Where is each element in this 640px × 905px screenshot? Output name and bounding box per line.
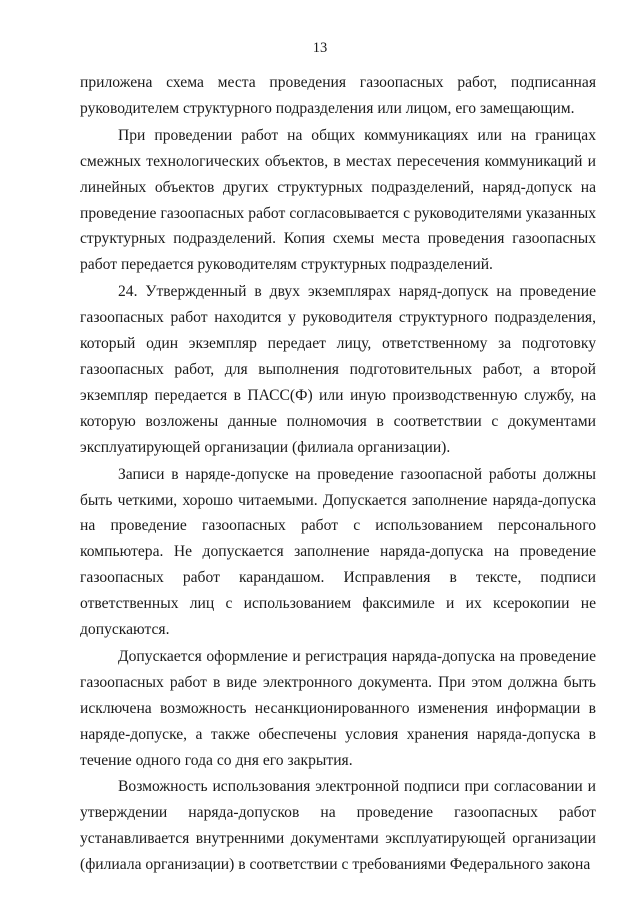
paragraph-item-24: 24. Утвержденный в двух экземплярах наряд-допуск на проведение газоопасных работ находится у руководителя структурного подразделения, который один экземпляр передает лицу, ответственному за подготовку газоопасных работ, для выполнения подготовительных работ, а второй экземпляр передается в ПАСС(Ф) или иную производственную службу, на которую возложены данные полномочия в соответствии с документами эксплуатирующей организации (филиала организации). (80, 283, 596, 456)
paragraph-electronic-signature: Возможность использования электронной подписи при согласовании и утверждении наряда-допусков на проведение газоопасных работ устанавливается внутренними документами эксплуатирующей организации (филиала организации) в соответствии с требованиями Федерального закона (80, 778, 596, 874)
document-body (80, 70, 596, 878)
page-number: 13 (312, 40, 328, 56)
paragraph-continuation: приложена схема места проведения газоопасных работ, подписанная руководителем структурного подразделения или лицом, его замещающим. (80, 74, 596, 117)
paragraph-electronic-document: Допускается оформление и регистрация наряда-допуска на проведение газоопасных работ в виде электронного документа. При этом должна быть исключена возможность несанкционированного изменения информации в наряде-допуске, а также обеспечены условия хранения наряда-допуска в течение одного года со дня его закрытия. (80, 647, 596, 769)
paragraph-records-requirements: Записи в наряде-допуске на проведение газоопасной работы должны быть четкими, хорошо читаемыми. Допускается заполнение наряда-допуска на проведение газоопасных работ с использованием персонального компьютера. Не допускается заполнение наряда-допуска на проведение газоопасных работ карандашом. Исправления в тексте, подписи ответственных лиц с использованием факсимиле и их ксерокопии не допускаются. (80, 465, 596, 639)
paragraph-common-communications: При проведении работ на общих коммуникациях или на границах смежных технологических объектов, в местах пересечения коммуникаций и линейных объектов других структурных подразделений, наряд-допуск на проведение газоопасных работ согласовывается с руководителями указанных структурных подразделений. Копия схемы места проведения газоопасных работ передается руководителям структурных подразделений. (80, 126, 596, 274)
